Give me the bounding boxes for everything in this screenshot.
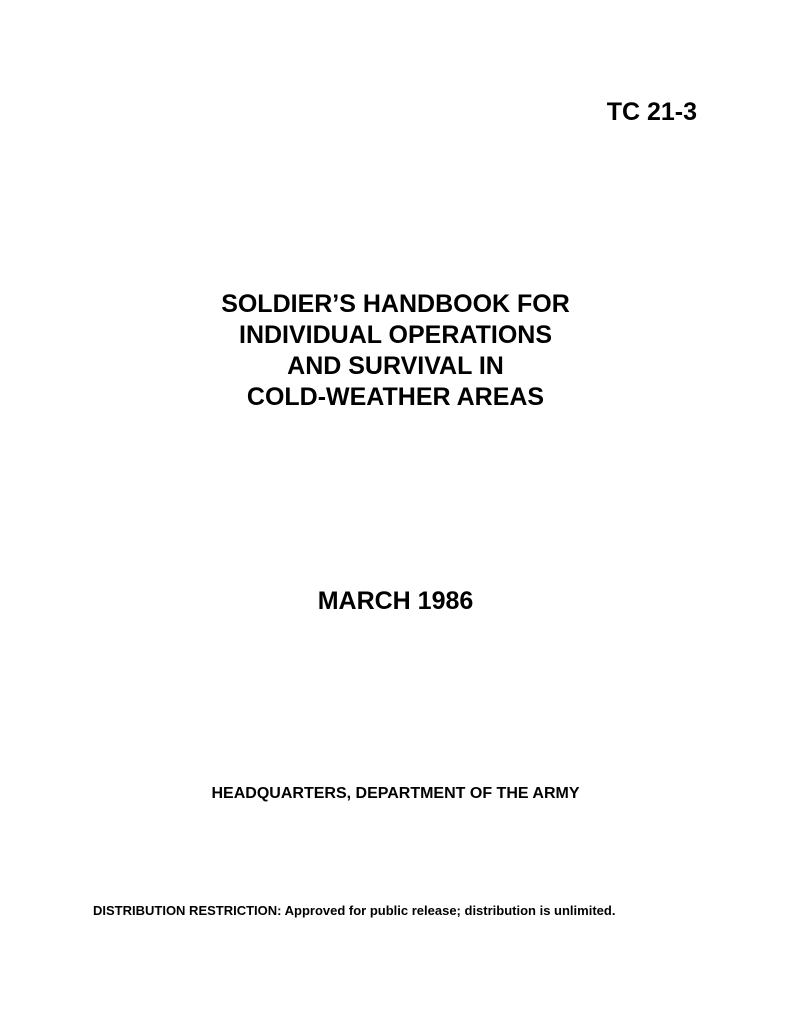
publication-date: MARCH 1986 [317, 587, 474, 615]
title-line: AND SURVIVAL IN [287, 352, 504, 380]
title-line: INDIVIDUAL OPERATIONS [239, 321, 552, 349]
document-title [0, 289, 791, 413]
document-number: TC 21-3 [606, 98, 697, 126]
title-line: SOLDIER’S HANDBOOK FOR [221, 290, 570, 318]
issuing-authority: HEADQUARTERS, DEPARTMENT OF THE ARMY [211, 785, 580, 802]
title-line: COLD-WEATHER AREAS [246, 383, 545, 411]
distribution-restriction: DISTRIBUTION RESTRICTION: Approved for public release; distribution is unlimited. [93, 903, 616, 918]
